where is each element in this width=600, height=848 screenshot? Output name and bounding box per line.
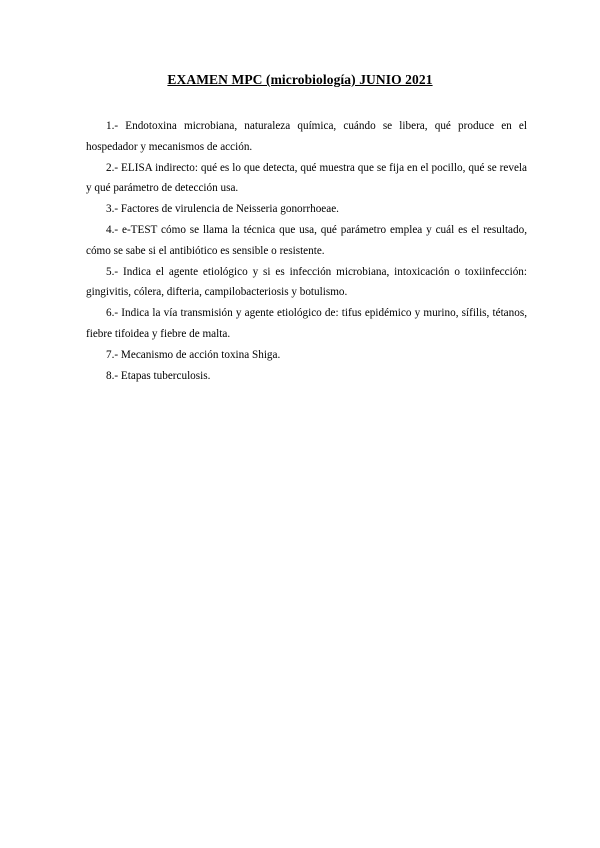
question-4: 4.- e-TEST cómo se llama la técnica que usa, qué parámetro emplea y cuál es el resultado, cómo se sabe si el antibiótico es sensible o resistente. xyxy=(86,223,527,257)
question-3: 3.- Factores de virulencia de Neisseria gonorrhoeae. xyxy=(106,203,339,216)
question-5: 5.- Indica el agente etiológico y si es infección microbiana, intoxicación o toxiinfección: gingivitis, cólera, difteria, campilobacteriosis y botulismo. xyxy=(86,265,527,299)
question-7: 7.- Mecanismo de acción toxina Shiga. xyxy=(106,348,281,361)
exam-title: EXAMEN MPC (microbiología) JUNIO 2021 xyxy=(167,72,433,87)
question-8: 8.- Etapas tuberculosis. xyxy=(106,369,211,382)
question-2: 2.- ELISA indirecto: qué es lo que detecta, qué muestra que se fija en el pocillo, qué se revela y qué parámetro de detección usa. xyxy=(86,161,527,195)
question-list xyxy=(86,116,527,386)
question-1: 1.- Endotoxina microbiana, naturaleza química, cuándo se libera, qué produce en el hospedador y mecanismos de acción. xyxy=(86,120,527,153)
question-6: 6.- Indica la vía transmisión y agente etiológico de: tifus epidémico y murino, sífilis, tétanos, fiebre tifoidea y fiebre de malta. xyxy=(86,307,527,340)
